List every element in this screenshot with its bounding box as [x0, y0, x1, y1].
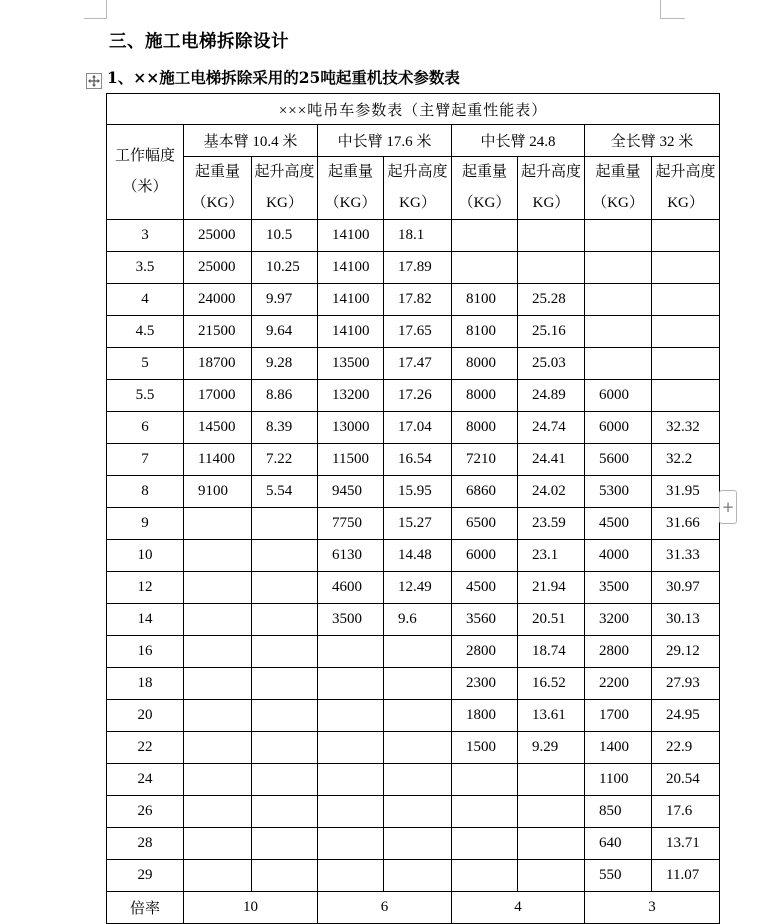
load-cell: 1500 — [452, 732, 518, 764]
table-row — [107, 604, 720, 636]
table-row — [107, 284, 720, 316]
load-cell: 17000 — [184, 380, 252, 412]
load-cell: 13200 — [318, 380, 384, 412]
load-cell: 3560 — [452, 604, 518, 636]
table-row — [107, 796, 720, 828]
load-cell — [184, 668, 252, 700]
load-cell — [452, 796, 518, 828]
load-cell: 6000 — [452, 540, 518, 572]
height-cell: 21.94 — [518, 572, 585, 604]
table-row — [107, 860, 720, 892]
load-cell: 18700 — [184, 348, 252, 380]
load-cell — [318, 796, 384, 828]
load-cell — [184, 764, 252, 796]
height-cell — [384, 732, 452, 764]
load-cell: 25000 — [184, 252, 252, 284]
sub-header-height: 起升高度KG） — [252, 157, 318, 220]
table-row — [107, 316, 720, 348]
load-cell: 8000 — [452, 348, 518, 380]
load-cell — [318, 860, 384, 892]
height-cell: 23.1 — [518, 540, 585, 572]
height-cell — [384, 860, 452, 892]
height-cell: 7.22 — [252, 444, 318, 476]
height-cell: 32.2 — [652, 444, 720, 476]
height-cell — [252, 860, 318, 892]
load-cell: 5300 — [585, 476, 652, 508]
boom-header-row — [107, 125, 720, 157]
height-cell: 9.6 — [384, 604, 452, 636]
height-cell: 17.04 — [384, 412, 452, 444]
radius-cell: 29 — [107, 860, 184, 892]
load-cell: 2800 — [585, 636, 652, 668]
load-cell: 14500 — [184, 412, 252, 444]
load-cell: 4600 — [318, 572, 384, 604]
radius-cell: 22 — [107, 732, 184, 764]
height-cell: 31.33 — [652, 540, 720, 572]
boom-header-full: 全长臂 32 米 — [585, 125, 720, 157]
height-cell: 20.54 — [652, 764, 720, 796]
load-cell: 1400 — [585, 732, 652, 764]
load-cell: 24000 — [184, 284, 252, 316]
height-cell — [518, 860, 585, 892]
load-cell: 640 — [585, 828, 652, 860]
table-row — [107, 348, 720, 380]
height-cell: 24.89 — [518, 380, 585, 412]
load-cell — [452, 828, 518, 860]
height-cell: 25.28 — [518, 284, 585, 316]
load-cell: 8100 — [452, 284, 518, 316]
ratio-row — [107, 892, 720, 924]
height-cell — [384, 636, 452, 668]
table-row — [107, 476, 720, 508]
table-row — [107, 636, 720, 668]
radius-cell: 28 — [107, 828, 184, 860]
radius-cell: 4 — [107, 284, 184, 316]
height-cell — [384, 796, 452, 828]
height-cell — [252, 668, 318, 700]
table-row — [107, 220, 720, 252]
radius-cell: 5.5 — [107, 380, 184, 412]
height-cell: 15.95 — [384, 476, 452, 508]
boom-header-basic: 基本臂 10.4 米 — [184, 125, 318, 157]
height-cell: 24.02 — [518, 476, 585, 508]
height-cell: 23.59 — [518, 508, 585, 540]
load-cell: 1100 — [585, 764, 652, 796]
sub-header-load: 起重量（KG） — [585, 157, 652, 220]
radius-cell: 3 — [107, 220, 184, 252]
boom-header-mid-248: 中长臂 24.8 — [452, 125, 585, 157]
height-cell: 11.07 — [652, 860, 720, 892]
height-cell: 17.26 — [384, 380, 452, 412]
height-cell — [652, 220, 720, 252]
load-cell: 1700 — [585, 700, 652, 732]
load-cell — [318, 828, 384, 860]
height-cell — [652, 348, 720, 380]
load-cell — [585, 220, 652, 252]
height-cell — [518, 220, 585, 252]
height-cell — [252, 764, 318, 796]
height-cell — [384, 668, 452, 700]
radius-cell: 14 — [107, 604, 184, 636]
height-cell: 16.54 — [384, 444, 452, 476]
height-cell: 25.16 — [518, 316, 585, 348]
load-cell — [452, 220, 518, 252]
height-cell: 17.65 — [384, 316, 452, 348]
load-cell — [318, 764, 384, 796]
height-cell: 27.93 — [652, 668, 720, 700]
height-cell: 13.71 — [652, 828, 720, 860]
load-cell: 8000 — [452, 412, 518, 444]
radius-header: 工作幅度（米） — [107, 125, 184, 220]
load-cell: 21500 — [184, 316, 252, 348]
load-cell — [184, 604, 252, 636]
ratio-cell: 4 — [452, 892, 585, 924]
ratio-label: 倍率 — [107, 892, 184, 924]
height-cell: 13.61 — [518, 700, 585, 732]
height-cell — [518, 252, 585, 284]
load-cell — [184, 796, 252, 828]
height-cell — [252, 796, 318, 828]
height-cell: 18.74 — [518, 636, 585, 668]
radius-cell: 10 — [107, 540, 184, 572]
radius-cell: 24 — [107, 764, 184, 796]
height-cell: 18.1 — [384, 220, 452, 252]
load-cell: 13000 — [318, 412, 384, 444]
table-row — [107, 508, 720, 540]
load-cell: 6130 — [318, 540, 384, 572]
height-cell — [518, 796, 585, 828]
height-cell — [252, 636, 318, 668]
boom-header-mid-176: 中长臂 17.6 米 — [318, 125, 452, 157]
height-cell: 24.41 — [518, 444, 585, 476]
height-cell: 17.82 — [384, 284, 452, 316]
height-cell: 30.97 — [652, 572, 720, 604]
height-cell: 17.6 — [652, 796, 720, 828]
radius-cell: 6 — [107, 412, 184, 444]
table-row — [107, 828, 720, 860]
height-cell: 8.86 — [252, 380, 318, 412]
load-cell: 550 — [585, 860, 652, 892]
load-cell: 1800 — [452, 700, 518, 732]
page-corner-mark — [660, 0, 685, 19]
height-cell: 14.48 — [384, 540, 452, 572]
height-cell — [384, 828, 452, 860]
ratio-cell: 3 — [585, 892, 720, 924]
table-row — [107, 700, 720, 732]
height-cell: 30.13 — [652, 604, 720, 636]
load-cell: 13500 — [318, 348, 384, 380]
height-cell: 5.54 — [252, 476, 318, 508]
load-cell — [184, 732, 252, 764]
table-row — [107, 572, 720, 604]
height-cell — [252, 540, 318, 572]
load-cell: 9100 — [184, 476, 252, 508]
height-cell: 22.9 — [652, 732, 720, 764]
radius-cell: 18 — [107, 668, 184, 700]
load-cell: 850 — [585, 796, 652, 828]
ratio-cell: 6 — [318, 892, 452, 924]
load-cell: 2200 — [585, 668, 652, 700]
height-cell: 16.52 — [518, 668, 585, 700]
page-corner-mark — [84, 0, 107, 19]
load-cell — [184, 860, 252, 892]
height-cell — [252, 700, 318, 732]
table-row — [107, 668, 720, 700]
height-cell: 12.49 — [384, 572, 452, 604]
load-cell: 7750 — [318, 508, 384, 540]
radius-cell: 26 — [107, 796, 184, 828]
load-cell: 8100 — [452, 316, 518, 348]
table-row — [107, 732, 720, 764]
height-cell: 10.25 — [252, 252, 318, 284]
radius-cell: 8 — [107, 476, 184, 508]
load-cell — [585, 348, 652, 380]
radius-cell: 5 — [107, 348, 184, 380]
load-cell — [318, 668, 384, 700]
table-row — [107, 252, 720, 284]
crane-parameter-table — [106, 93, 720, 924]
height-cell: 24.95 — [652, 700, 720, 732]
load-cell: 3500 — [585, 572, 652, 604]
height-cell — [652, 252, 720, 284]
height-cell — [252, 508, 318, 540]
load-cell — [585, 252, 652, 284]
height-cell — [384, 764, 452, 796]
height-cell: 10.5 — [252, 220, 318, 252]
height-cell: 32.32 — [652, 412, 720, 444]
load-cell: 3200 — [585, 604, 652, 636]
height-cell — [252, 732, 318, 764]
load-cell: 2800 — [452, 636, 518, 668]
height-cell — [518, 828, 585, 860]
load-cell: 4500 — [452, 572, 518, 604]
section-heading: 三、施工电梯拆除设计 — [109, 32, 289, 52]
load-cell: 14100 — [318, 284, 384, 316]
radius-cell: 12 — [107, 572, 184, 604]
height-cell: 9.28 — [252, 348, 318, 380]
radius-cell: 16 — [107, 636, 184, 668]
height-cell: 9.29 — [518, 732, 585, 764]
height-cell: 25.03 — [518, 348, 585, 380]
load-cell: 8000 — [452, 380, 518, 412]
load-cell — [184, 508, 252, 540]
load-cell: 7210 — [452, 444, 518, 476]
radius-cell: 20 — [107, 700, 184, 732]
load-cell: 11500 — [318, 444, 384, 476]
load-cell: 9450 — [318, 476, 384, 508]
load-cell — [184, 540, 252, 572]
load-cell: 4000 — [585, 540, 652, 572]
load-cell — [184, 700, 252, 732]
load-cell — [184, 636, 252, 668]
table-row — [107, 540, 720, 572]
load-cell — [318, 700, 384, 732]
height-cell — [652, 380, 720, 412]
load-cell — [585, 284, 652, 316]
add-column-plus-icon[interactable]: + — [719, 490, 737, 524]
radius-cell: 7 — [107, 444, 184, 476]
sub-header-height: 起升高度KG） — [384, 157, 452, 220]
table-row — [107, 380, 720, 412]
height-cell — [252, 604, 318, 636]
height-cell: 20.51 — [518, 604, 585, 636]
load-cell: 6000 — [585, 380, 652, 412]
table-caption: ×××吨吊车参数表（主臂起重性能表） — [107, 94, 720, 125]
load-cell — [184, 828, 252, 860]
table-subheading: 1、××施工电梯拆除采用的25吨起重机技术参数表 — [107, 68, 460, 87]
sub-header-height: 起升高度KG） — [652, 157, 720, 220]
height-cell — [652, 284, 720, 316]
height-cell: 31.66 — [652, 508, 720, 540]
load-cell: 6500 — [452, 508, 518, 540]
load-cell — [318, 732, 384, 764]
table-row — [107, 412, 720, 444]
height-cell: 9.64 — [252, 316, 318, 348]
load-cell — [452, 764, 518, 796]
height-cell: 8.39 — [252, 412, 318, 444]
height-cell: 31.95 — [652, 476, 720, 508]
radius-cell: 3.5 — [107, 252, 184, 284]
height-cell: 9.97 — [252, 284, 318, 316]
load-cell — [318, 636, 384, 668]
height-cell: 29.12 — [652, 636, 720, 668]
load-cell: 2300 — [452, 668, 518, 700]
sub-header-load: 起重量（KG） — [318, 157, 384, 220]
sub-header-load: 起重量（KG） — [184, 157, 252, 220]
move-arrows-icon — [88, 75, 100, 87]
sub-header-load: 起重量（KG） — [452, 157, 518, 220]
height-cell — [252, 572, 318, 604]
height-cell: 15.27 — [384, 508, 452, 540]
table-move-handle-icon[interactable] — [86, 73, 102, 89]
height-cell: 17.47 — [384, 348, 452, 380]
radius-cell: 4.5 — [107, 316, 184, 348]
load-cell: 14100 — [318, 252, 384, 284]
load-cell: 3500 — [318, 604, 384, 636]
sub-header-height: 起升高度KG） — [518, 157, 585, 220]
load-cell: 5600 — [585, 444, 652, 476]
load-cell: 6000 — [585, 412, 652, 444]
load-cell — [452, 252, 518, 284]
load-cell: 14100 — [318, 220, 384, 252]
caption-row — [107, 94, 720, 125]
table-row — [107, 444, 720, 476]
height-cell — [252, 828, 318, 860]
height-cell — [518, 764, 585, 796]
load-cell: 25000 — [184, 220, 252, 252]
height-cell — [652, 316, 720, 348]
table-row — [107, 764, 720, 796]
load-cell: 14100 — [318, 316, 384, 348]
radius-cell: 9 — [107, 508, 184, 540]
height-cell: 17.89 — [384, 252, 452, 284]
load-cell — [452, 860, 518, 892]
load-cell: 6860 — [452, 476, 518, 508]
load-cell — [184, 572, 252, 604]
load-cell: 11400 — [184, 444, 252, 476]
load-cell: 4500 — [585, 508, 652, 540]
height-cell: 24.74 — [518, 412, 585, 444]
height-cell — [384, 700, 452, 732]
load-cell — [585, 316, 652, 348]
ratio-cell: 10 — [184, 892, 318, 924]
